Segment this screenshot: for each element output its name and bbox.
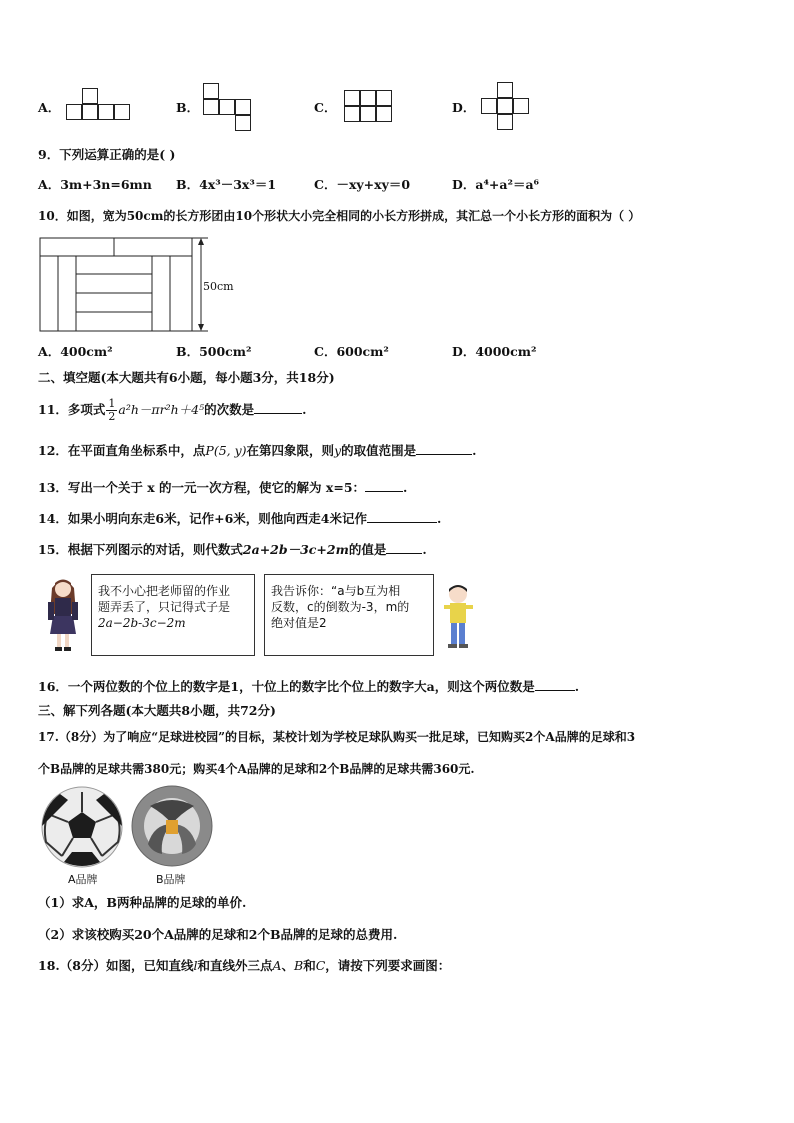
q17-subquestion-1: （1）求A，B两种品牌的足球的单价. [38,895,247,910]
q10-option-b: B．500cm² [176,344,252,359]
q10-figure-width-label: 50cm [203,280,234,293]
q8-option-b-label: B． [176,100,200,115]
q14-text: 14．如果小明向东走6米，记作+6米，则他向西走4米记作 [38,511,367,526]
q17-line-1: 17.（8分）为了响应“足球进校园”的目标，某校计划为学校足球队购买一批足球，已知购买2个A品牌的足球和3 [38,730,636,744]
q9-option-a: A．3m+3n=6mn [38,177,152,192]
q16-text: 16．一个两位数的个位上的数字是1，十位上的数字比个位上的数字大a，则这个两位数是 [38,679,535,694]
q8-net-b-figure [203,83,253,133]
q10-option-d: D．4000cm² [452,344,537,359]
q17-line-2: 个B品牌的足球共需380元；购买4个A品牌的足球和2个B品牌的足球共需360元. [38,762,475,776]
brand-b-label: B品牌 [156,873,186,886]
brand-a-label: A品牌 [68,873,98,886]
soccer-ball-b-icon [130,784,214,868]
q8-option-a-label: A． [38,100,61,115]
q11-suffix: 的次数是 [204,402,255,417]
q15-answer-blank [386,541,422,554]
q18-prefix: 18.（8分）如图，已知直线 [38,958,194,973]
q18-suffix: ，请按下列要求画图： [325,958,451,973]
q8-option-d-label: D． [452,100,476,115]
q8-net-d-figure [481,82,531,132]
q15-expression: 2a+2b－3c+2m [242,542,349,557]
q12-mid: 在第四象限，则 [246,443,335,458]
q13-answer-blank [365,479,403,492]
q18-line-l: l [193,958,198,973]
q14-line: 14．如果小明向东走6米，记作+6米，则他向西走4米记作 . [38,511,442,526]
q17-subquestion-2: （2）求该校购买20个A品牌的足球和2个B品牌的足球的总费用. [38,927,398,942]
q15-suffix: 的值是 [348,542,387,557]
girl-illustration-icon [38,574,88,654]
q9-stem: 9．下列运算正确的是( ) [38,147,176,162]
q11-line: 11．多项式 $\frac{1}{2}$ a²h－πr²h＋4⁵的次数是 . [38,397,307,423]
q16-line: 16．一个两位数的个位上的数字是1，十位上的数字比个位上的数字大a，则这个两位数是 . [38,679,580,694]
boy-illustration-icon [440,582,476,654]
q10-stem: 10．如图，宽为50cm的长方形团由10个形状大小完全相同的小长方形拼成，其汇总一个小长方形的面积为（ ） [38,209,641,223]
q12-suffix: 的取值范围是 [341,443,417,458]
q11-fraction: $\frac{1}{2}$ [108,397,116,423]
q12-prefix: 12．在平面直角坐标系中，点 [38,443,206,458]
q11-expression: a²h－πr²h＋4⁵ [118,402,205,417]
q11-answer-blank [254,401,302,414]
q8-option-c-label: C． [314,100,337,115]
q12-var: y [334,443,342,458]
section-3-heading: 三、解下列各题(本大题共8小题，共72分) [38,703,276,718]
q10-option-a: A．400cm² [38,344,113,359]
q16-answer-blank [535,678,575,691]
q15-prefix: 15．根据下列图示的对话，则代数式 [38,542,243,557]
q13-line: 13．写出一个关于 x 的一元一次方程，使它的解为 x=5： . [38,480,408,495]
q9-option-c: C．－xy+xy＝0 [314,177,411,192]
q12-line: 12．在平面直角坐标系中，点P(5, y)在第四象限，则y的取值范围是 . [38,443,477,458]
q12-answer-blank [416,442,472,455]
section-2-heading: 二、填空题(本大题共有6小题，每小题3分，共18分) [38,370,335,385]
q11-prefix: 11．多项式 [38,402,106,417]
q18-point-c: C [315,958,326,973]
q8-net-a-figure [66,88,132,122]
q10-option-c: C．600cm² [314,344,389,359]
speech-bubble-left: 我不小心把老师留的作业 题弄丢了，只记得式子是 2a−2b-3c−2m [91,574,255,656]
q18-mid: 和直线外三点 [197,958,273,973]
q12-point: P(5, y) [205,443,247,458]
q9-option-b: B．4x³－3x³＝1 [176,177,277,192]
q14-answer-blank [367,510,437,523]
speech-bubble-right: 我告诉你：“a与b互为相 反数，c的倒数为-3，m的 绝对值是2 [264,574,434,656]
q13-text: 13．写出一个关于 x 的一元一次方程，使它的解为 x=5： [38,480,366,495]
q18-point-b: B [294,958,304,973]
q18-point-a: A [272,958,282,973]
q9-option-d: D．a⁴+a²＝a⁶ [452,177,540,192]
q8-net-c-figure [344,90,394,124]
q15-line: 15．根据下列图示的对话，则代数式2a+2b－3c+2m的值是 . [38,542,427,557]
q18-line: 18.（8分）如图，已知直线l和直线外三点A、B和C，请按下列要求画图： [38,958,451,973]
soccer-ball-a-icon [40,786,124,868]
